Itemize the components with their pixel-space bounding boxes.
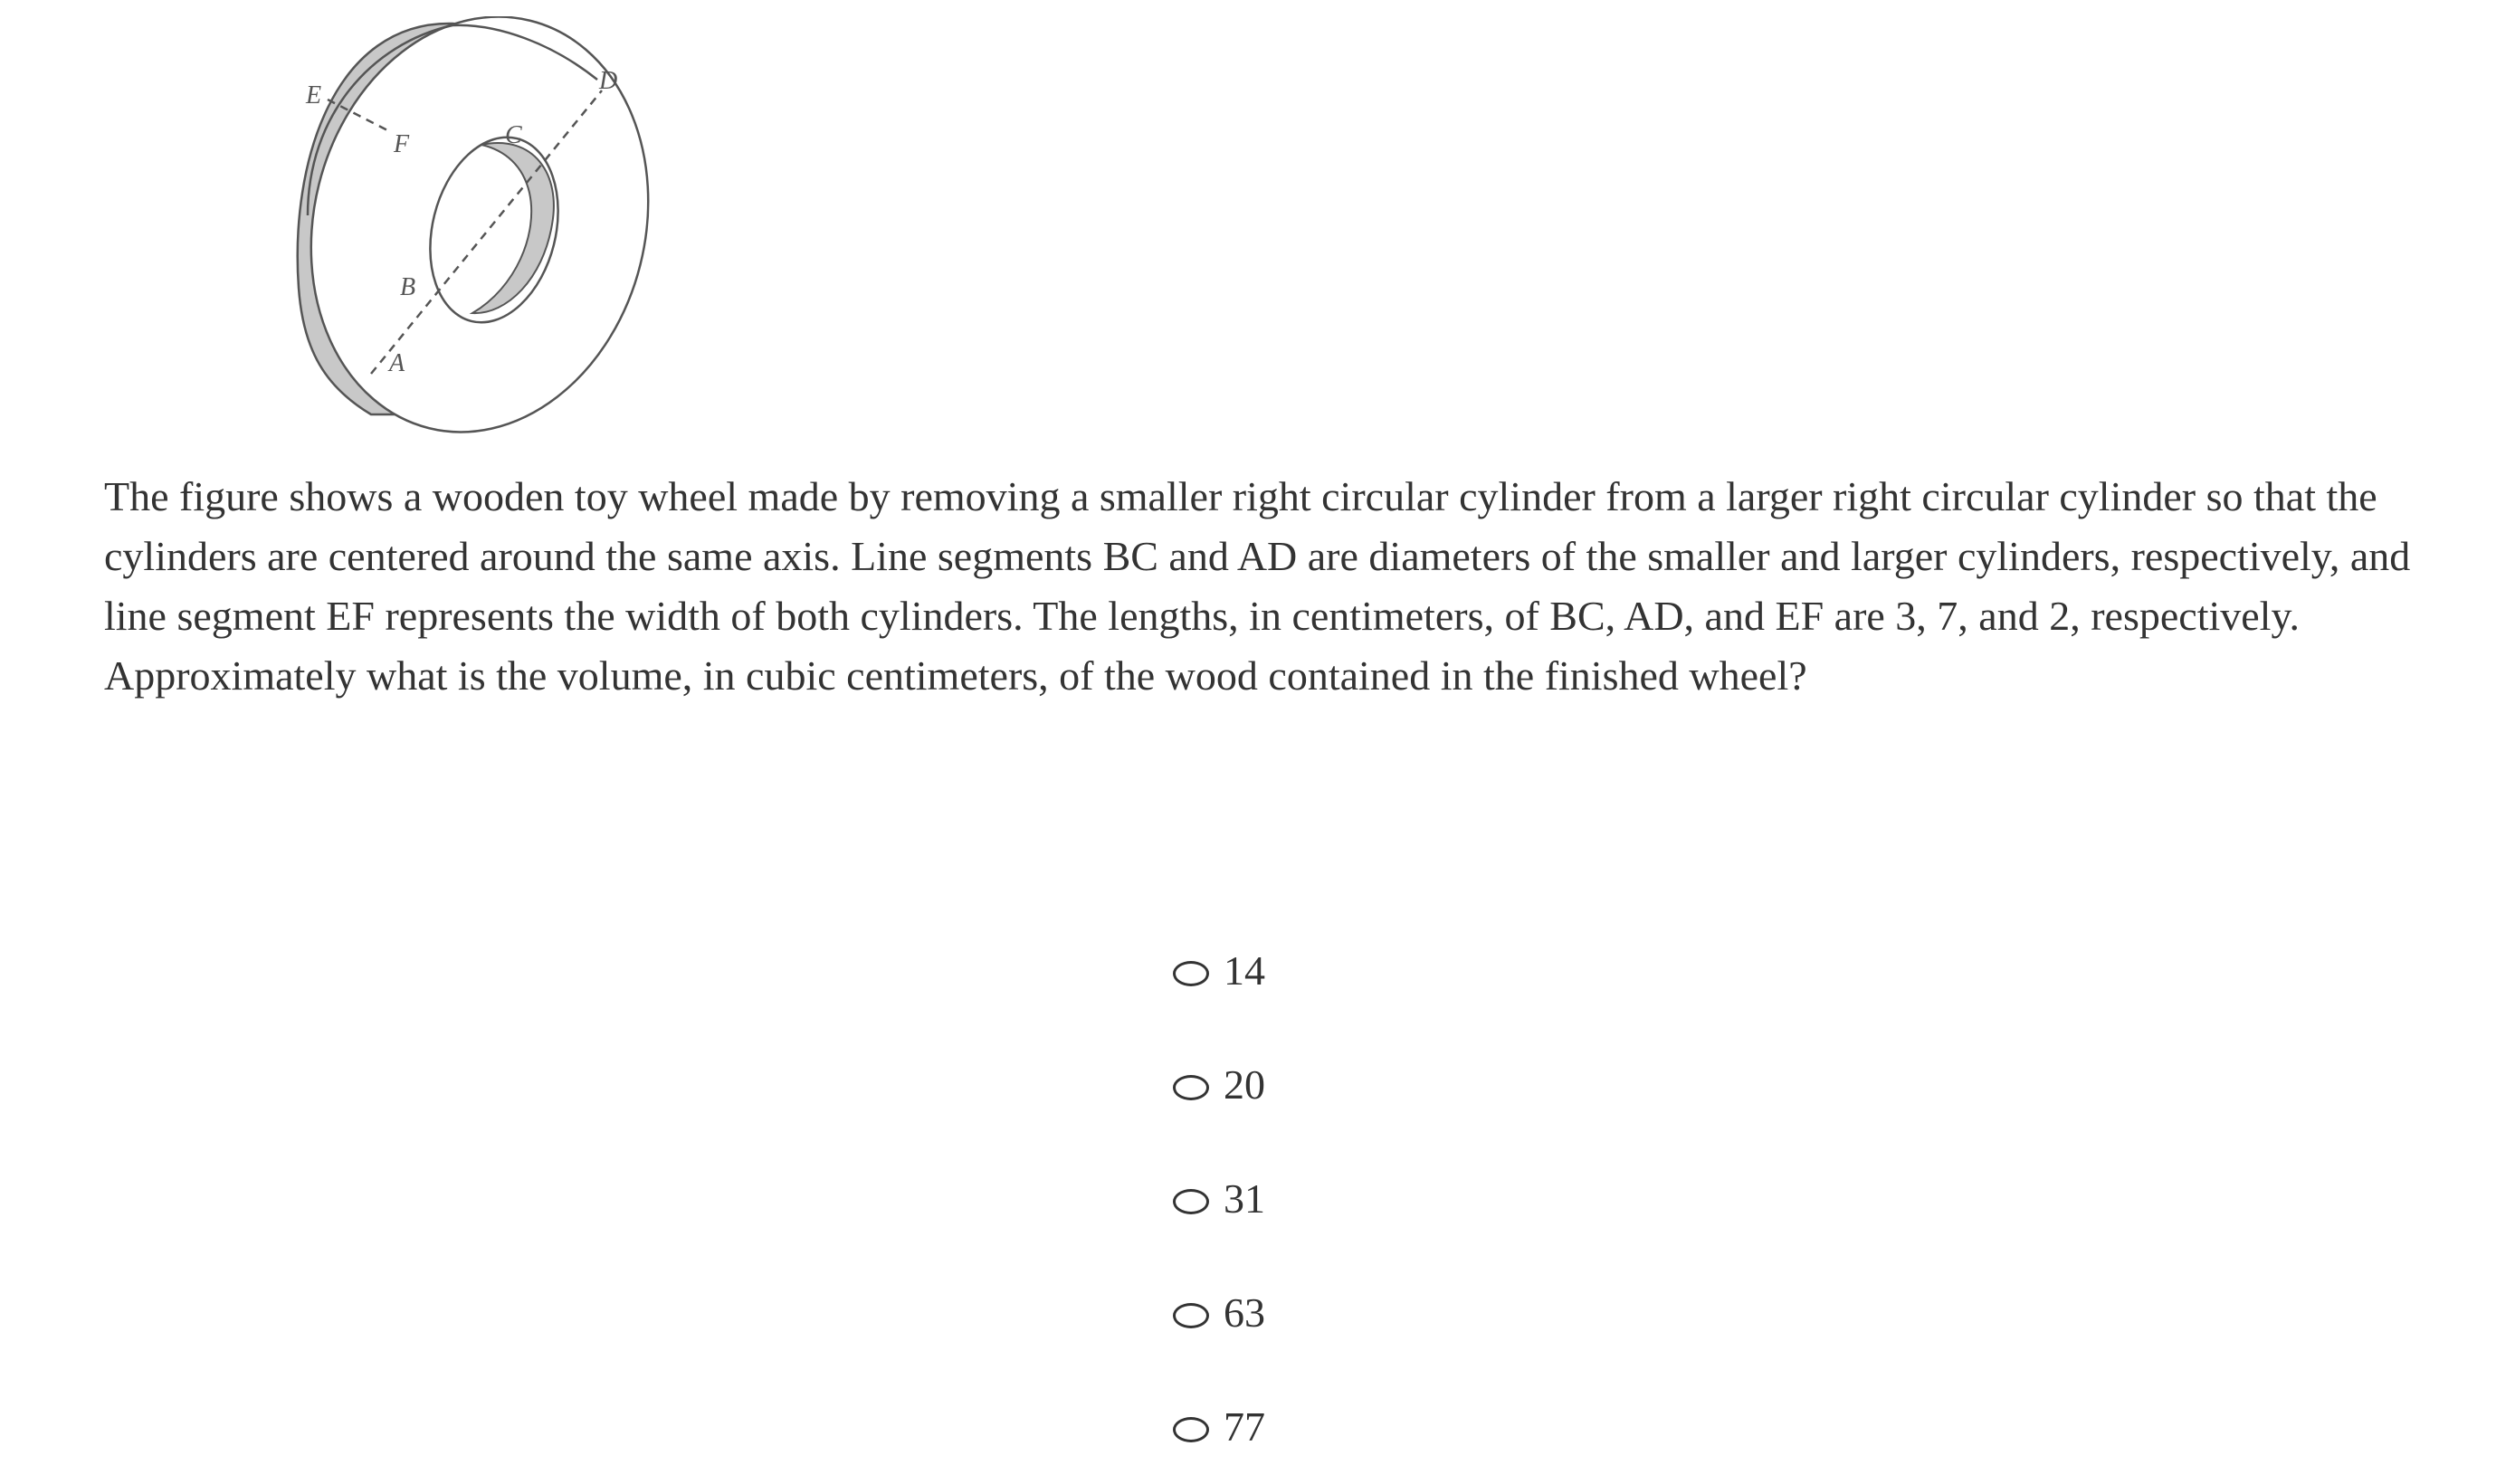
answer-choices [1173, 914, 1265, 1484]
label-f: F [394, 130, 410, 158]
label-e: E [306, 81, 322, 109]
wheel-diagram [262, 16, 679, 442]
choice-label: 77 [1224, 1403, 1265, 1450]
choice-option-2[interactable] [1173, 1028, 1265, 1142]
choice-label: 14 [1224, 947, 1265, 994]
choice-option-4[interactable] [1173, 1256, 1265, 1370]
choice-option-3[interactable] [1173, 1142, 1265, 1256]
radio-button-icon[interactable] [1173, 1417, 1209, 1442]
wheel-figure [262, 16, 679, 442]
question-text: The figure shows a wooden toy wheel made by removing a smaller right circular cylinder from a larger right circular cylinder so that the cylinders are centered around the same axis. Line segments BC and AD are diameters of the smaller and larger cylinders, respectively, and line segment EF represents the width of both cylinders. The lengths, in centimeters, of BC, AD, and EF are 3, 7, and 2, respectively. Approximately what is the volume, in cubic centimeters, of the wood contained in the finished wheel? [104, 473, 2411, 699]
label-b: B [400, 273, 416, 301]
choice-label: 31 [1224, 1175, 1265, 1222]
radio-button-icon[interactable] [1173, 1189, 1209, 1214]
label-a: A [389, 349, 405, 377]
radio-button-icon[interactable] [1173, 961, 1209, 986]
choice-label: 63 [1224, 1289, 1265, 1336]
radio-button-icon[interactable] [1173, 1075, 1209, 1100]
choice-label: 20 [1224, 1061, 1265, 1108]
choice-option-1[interactable] [1173, 914, 1265, 1028]
label-c: C [505, 121, 522, 149]
choice-option-5[interactable] [1173, 1370, 1265, 1484]
radio-button-icon[interactable] [1173, 1303, 1209, 1328]
label-d: D [599, 67, 618, 95]
